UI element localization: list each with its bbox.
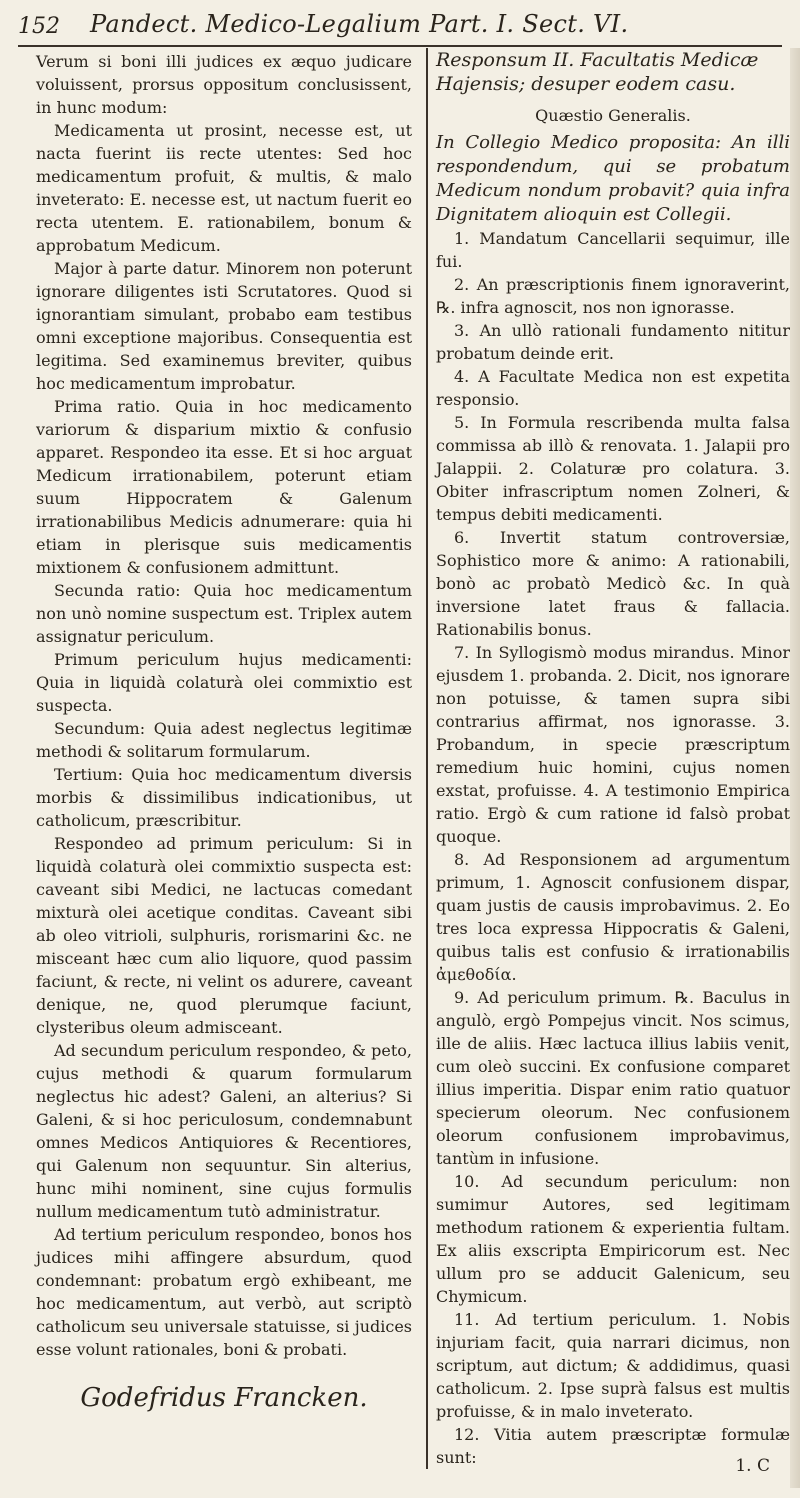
list-item: 12. Vitia autem præscriptæ formulæ sunt: [436,1425,790,1467]
list-item: 4. A Facultate Medica non est expetita responsio. [436,367,790,409]
list-item: 1. Mandatum Cancellarii sequimur, ille fui. [436,229,790,271]
paragraph: Tertium: Quia hoc medicamentum diversis morbis & dissimilibus indicationibus, ut catholicum, præscribitur. [36,765,412,830]
question-title: Quæstio Generalis. [535,106,691,125]
paragraph: Verum si boni illi judices ex æquo judicare voluissent, prorsus oppositum conclusissent, in hunc modum: [36,52,412,117]
paragraph: Secundum: Quia adest neglectus legitimæ methodi & solitarum formularum. [36,719,412,761]
paragraph: Ad tertium periculum respondeo, bonos hos judices mihi affingere absurdum, quod condemnant: probatum ergò exhibeant, me hoc medicamentum, aut verbò, aut scriptò catholicum seu universale statuisse, si judices esse volunt rationales, boni & probati. [36,1225,412,1359]
list-item: 11. Ad tertium periculum. 1. Nobis injuriam facit, quia narrari dicimus, non scriptum, aut dictum; & addidimus, quasi catholicum. 2. Ipse suprà falsus est multis profuisse, & in malo inveterato. [436,1310,790,1421]
paragraph: Secunda ratio: Quia hoc medicamentum non unò nomine suspectum est. Triplex autem assignatur periculum. [36,581,412,646]
binding-gutter [790,48,800,1488]
paragraph: Medicamenta ut prosint, necesse est, ut nacta fuerint iis recte utentes: Sed hoc medicamentum profuit, & multis, & malo inveterato: E. necesse est, ut nactum fuerit eo recta utentem. E. rationabilem, bonum & approbatum Medicum. [36,121,412,255]
list-item: 8. Ad Responsionem ad argumentum primum, 1. Agnoscit confusionem dispar, quam justis de causis improbavimus. 2. Eo tres loca expressa Hippocratis & Galeni, quibus talis est confusio & irrationabilis ἀμεθοδία. [436,850,790,984]
list-item: 10. Ad secundum periculum: non sumimur Autores, sed legitimam methodum rationem & experientia fultam. Ex aliis exscripta Empiricorum est. Nec ullum pro se adducit Galenicum, seu Chymicum. [436,1172,790,1306]
catchword: 1. C [735,1456,770,1476]
running-title: Pandect. Medico-Legalium Part. I. Sect. VI. [90,10,629,38]
list-item: 7. In Syllogismò modus mirandus. Minor ejusdem 1. probanda. 2. Dicit, nos ignorare non potuisse, & tamen supra sibi contrarius affirmat, nos ignorasse. 3. Probandum, in specie præscriptum remedium huic homini, cujus nomen exstat, profuisse. 4. A testimonio Empirica ratio. Ergò & cum ratione id falsò probat quoque. [436,643,790,846]
paragraph: Ad secundum periculum respondeo, & peto, cujus methodi & quarum formularum neglectus hic adest? Galeni, an alterius? Si Galeni, & si hoc periculosum, condemnabunt omnes Medicos Antiquiores & Recentiores, qui Galenum non sequuntur. Sin alterius, hunc mihi nominent, sine cujus formulis nullum medicamentum tutò administratur. [36,1041,412,1221]
paragraph: Major à parte datur. Minorem non poterunt ignorare diligentes isti Scrutatores. Quod si ignorantiam simulant, probabo eam testibus omni exceptione majoribus. Consequentia est legitima. Sed examinemus breviter, quibus hoc medicamentum improbatur. [36,259,412,393]
paragraph: Prima ratio. Quia in hoc medicamento variorum & disparium mixtio & confusio apparet. Respondeo ita esse. Et si hoc arguat Medicum irrationabilem, poterunt etiam suum Hippocratem & Galenum irrationabilibus Medicis adnumerare: quia hi etiam in plerisque suis medicamentis mixtionem & confusionem admittunt. [36,397,412,577]
list-item: 2. An præscriptionis finem ignoraverint, ℞. infra agnoscit, nos non ignorasse. [436,275,790,317]
list-item: 9. Ad periculum primum. ℞. Baculus in angulò, ergò Pompejus vincit. Nos scimus, ille de aliis. Hæc lactuca illius labiis venit, cum oleò succini. Ex confusione comparet illius imperitia. Dispar enim ratio quatuor specierum oleorum. Nec confusionem oleorum confusionem improbavimus, tantùm in infusione. [436,988,790,1168]
page-number: 152 [18,14,60,39]
question-text: In Collegio Medico proposita: An illi respondendum, qui se probatum Medicum nondum probavit? quia infra Dignitatem alioquin est Collegii. [436,132,790,225]
header-rule [18,45,782,47]
list-item: 6. Invertit statum controversiæ, Sophistico more & animo: A rationabili, bonò ac probatò Medicò &c. In quà inversione latet fraus & fallacia. Rationabilis bonus. [436,528,790,639]
paragraph: Primum periculum hujus medicamenti: Quia in liquidà colaturà olei commixtio est suspecta. [36,650,412,715]
paragraph: Respondeo ad primum periculum: Si in liquidà colaturà olei commixtio suspecta est: caveant sibi Medici, ne lactucas comedant mixturà olei acetique conditas. Caveant sibi ab oleo vitrioli, sulphuris, rorismarini &c. ne misceant hæc cum alio liquore, quod passim faciunt, & recte, ni velint os adurere, caveant denique, ne, quod plerumque faciunt, clysteribus oleum admisceant. [36,834,412,1037]
section-heading: Responsum II. Facultatis Medicæ Hajensis; desuper eodem casu. [436,49,759,95]
signature: Godefridus Francken. [80,1383,368,1413]
right-column [426,48,790,1469]
list-item: 3. An ullò rationali fundamento nititur probatum deinde erit. [436,321,790,363]
left-column [36,50,412,1413]
list-item: 5. In Formula rescribenda multa falsa commissa ab illò & renovata. 1. Jalapii pro Jalappii. 2. Colaturæ pro colatura. 3. Obiter infrascriptum nomen Zolneri, & tempus debiti medicamenti. [436,413,790,524]
